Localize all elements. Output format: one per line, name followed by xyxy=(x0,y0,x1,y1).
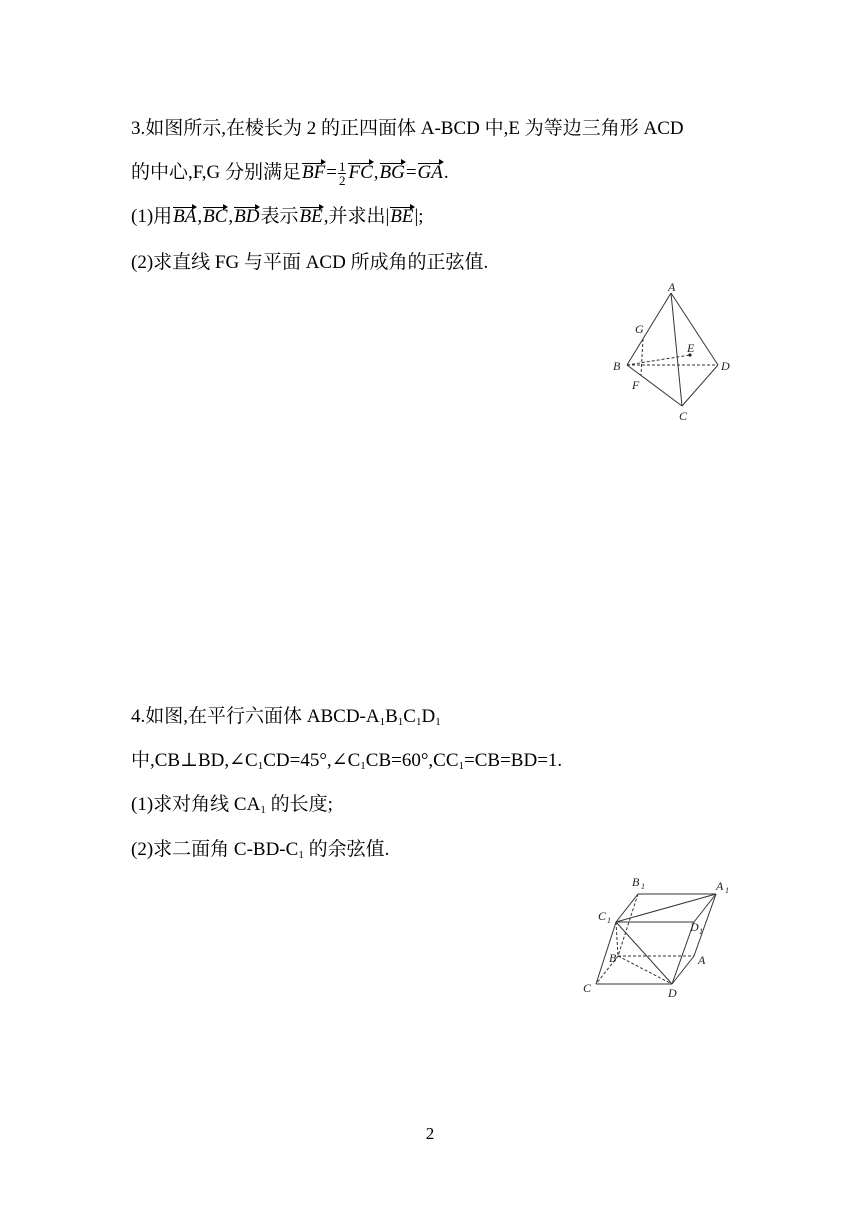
label-D: D xyxy=(721,359,730,373)
fraction-numerator: 1 xyxy=(338,159,346,174)
vector-BD: BD xyxy=(234,206,260,227)
vector-GA: GA xyxy=(417,161,443,183)
vector-BG: BG xyxy=(379,161,405,183)
q1-prefix: (1)用 xyxy=(131,206,173,227)
vector-BA: BA xyxy=(173,206,197,227)
problem4-text-2: 中,CB⊥BD,∠C xyxy=(131,750,258,771)
problem4-line2 xyxy=(131,749,562,773)
problem4-text-2b: CD=45°,∠C xyxy=(263,750,361,771)
equals-sign: = xyxy=(405,161,417,183)
subscript: 1 xyxy=(435,716,441,728)
fraction-denominator: 2 xyxy=(338,173,346,188)
label-C: C xyxy=(679,409,688,423)
label-C: C xyxy=(583,981,592,995)
problem4-question2 xyxy=(131,838,389,862)
page-number: 2 xyxy=(425,1124,435,1143)
tetrahedron-figure xyxy=(605,278,735,426)
label-B1: B xyxy=(632,875,640,889)
problem3-question1 xyxy=(131,205,424,229)
vector-FC: FC xyxy=(348,161,373,183)
comma: , xyxy=(373,161,379,183)
q1-text-3: |; xyxy=(414,206,424,227)
comma: , xyxy=(228,206,234,227)
label-A: A xyxy=(668,280,676,294)
comma: , xyxy=(197,206,203,227)
problem3-text-2: 的中心,F,G 分别满足 xyxy=(131,161,302,183)
label-C1-subscript: 1 xyxy=(607,916,611,925)
fraction-one-half xyxy=(338,160,347,187)
problem4-text-2c: CB=60°,CC xyxy=(365,750,459,771)
label-C1: C xyxy=(598,909,607,923)
q2-text: (2)求二面角 C-BD-C xyxy=(131,839,299,860)
label-B: B xyxy=(609,951,617,965)
subscript: 1 xyxy=(257,760,264,772)
q1-text-2: 的长度; xyxy=(265,794,333,815)
label-A: A xyxy=(698,953,706,967)
q1-text-2: ,并求出| xyxy=(323,206,390,227)
vector-BE-magnitude: BE xyxy=(390,206,414,227)
problem4-question1 xyxy=(131,793,333,817)
label-E: E xyxy=(687,341,695,355)
subscript: 1 xyxy=(458,760,465,772)
vector-BC: BC xyxy=(203,206,228,227)
label-D1: D xyxy=(690,920,699,934)
label-D: D xyxy=(668,986,677,1000)
label-G: G xyxy=(635,322,644,336)
problem3-line1 xyxy=(131,117,684,141)
problem4-text-1d: D xyxy=(421,706,436,727)
label-F: F xyxy=(632,378,640,392)
q1-text: 表示 xyxy=(260,206,299,227)
q2-text: (2)求直线 FG 与平面 ACD 所成角的正弦值. xyxy=(131,252,489,273)
subscript: 1 xyxy=(397,716,404,728)
problem3-question2 xyxy=(131,251,488,275)
equals-sign: = xyxy=(326,161,337,183)
vector-BE: BE xyxy=(299,206,323,227)
problem4-text-2d: =CB=BD=1. xyxy=(464,750,563,771)
problem4-text-1c: C xyxy=(403,706,416,727)
label-A1-subscript: 1 xyxy=(725,886,729,895)
problem4-text-1: 4.如图,在平行六面体 ABCD-A xyxy=(131,706,380,727)
label-D1-subscript: 1 xyxy=(699,927,703,936)
subscript: 1 xyxy=(379,716,386,728)
subscript: 1 xyxy=(298,849,304,861)
subscript: 1 xyxy=(260,804,266,816)
label-A1: A xyxy=(716,879,724,893)
label-B1-subscript: 1 xyxy=(641,882,645,891)
label-B: B xyxy=(613,359,621,373)
subscript: 1 xyxy=(360,760,366,772)
problem4-line1 xyxy=(131,705,441,729)
problem3-line2 xyxy=(131,160,449,187)
problem4-text-1b: B xyxy=(385,706,398,727)
subscript: 1 xyxy=(415,716,422,728)
period: . xyxy=(443,161,449,183)
q1-text: (1)求对角线 CA xyxy=(131,794,261,815)
vector-BF: BF xyxy=(302,161,326,183)
problem3-text-1: 3.如图所示,在棱长为 2 的正四面体 A-BCD 中,E 为等边三角形 ACD xyxy=(131,118,684,139)
parallelepiped-figure xyxy=(578,868,748,1008)
q2-text-2: 的余弦值. xyxy=(303,839,390,860)
